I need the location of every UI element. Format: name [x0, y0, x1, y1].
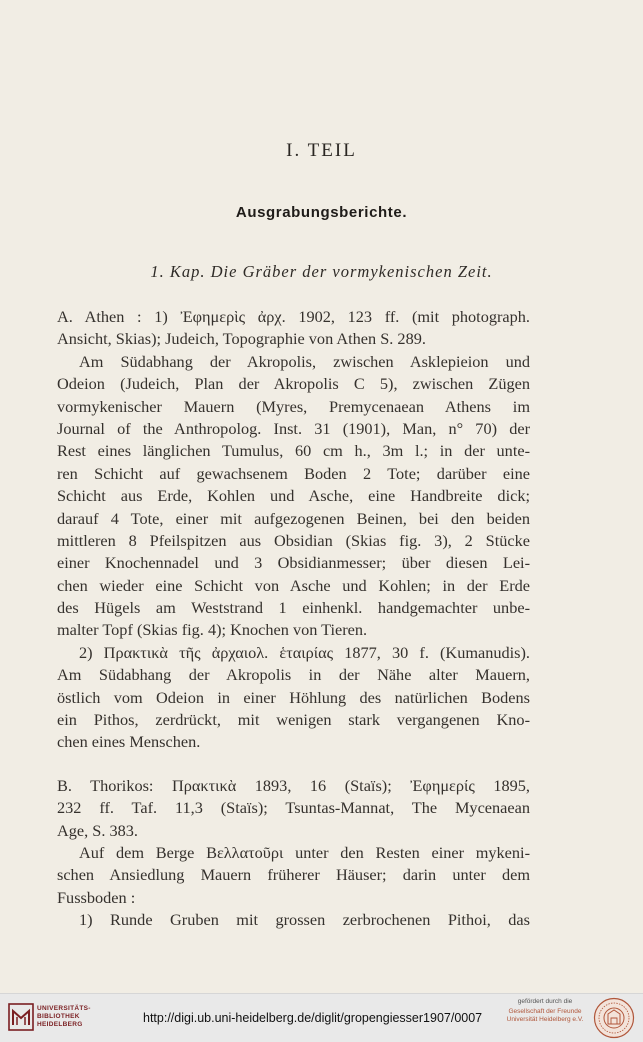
text-line: Am Südabhang der Akropolis in der Nähe alter Mauern, — [57, 665, 530, 685]
society-name: Gesellschaft der Freunde Universität Heidelberg e.V. — [506, 1008, 584, 1023]
text-line: Ansicht, Skias); Judeich, Topographie von Athen S. 289. — [57, 329, 426, 349]
text-line: schen Ansiedlung Mauern früherer Häuser; darin unter dem — [57, 865, 530, 885]
text-line: Rest eines länglichen Tumulus, 60 cm h., 3m l.; in der unte- — [57, 441, 530, 461]
university-seal-icon — [593, 997, 635, 1039]
text-line: mittleren 8 Pfeilspitzen aus Obsidian (Skias fig. 3), 2 Stücke — [57, 530, 530, 550]
text-line: A. Athen : 1) Ἐφημερὶς ἀρχ. 1902, 123 ff. (mit photograph. — [57, 307, 530, 326]
text-line: chen eines Menschen. — [57, 732, 201, 752]
university-logo-icon — [8, 1003, 34, 1031]
text-line: vormykenischer Mauern (Myres, Premycenaean Athens im — [57, 396, 530, 416]
footer-bar — [0, 993, 643, 1042]
text-line: B. Thorikos: Πρακτικὰ 1893, 16 (Staïs); Ἐφημερίς 1895, — [57, 775, 530, 795]
text-line: Age, S. 383. — [57, 820, 138, 840]
text-line: 2) Πρακτικὰ τῆς ἀρχαιολ. ἑταιρίας 1877, 30 f. (Kumanudis). — [79, 642, 530, 662]
text-line: darauf 4 Tote, einer mit aufgezogenen Beinen, bei den beiden — [57, 508, 530, 528]
text-line: Fussboden : — [57, 887, 136, 907]
part-title: I. TEIL — [286, 140, 357, 161]
text-line: Auf dem Berge Βελλατοῦρι unter den Resten einer mykeni- — [79, 842, 530, 862]
funded-by-label: gefördert durch die — [517, 998, 573, 1005]
text-line: des Hügels am Weststrand 1 einhenkl. handgemachter unbe- — [57, 598, 530, 618]
text-line: Schicht aus Erde, Kohlen und Asche, eine Handbreite dick; — [57, 486, 530, 506]
text-line: chen wieder eine Schicht von Asche und Kohlen; in der Erde — [57, 575, 530, 595]
text-line: ein Pithos, zerdrückt, mit wenigen stark vergangenen Kno- — [57, 710, 530, 730]
university-name: UNIVERSITÄTS- BIBLIOTHEK HEIDELBERG — [37, 1005, 91, 1028]
text-line: 232 ff. Taf. 11,3 (Staïs); Tsuntas-Mannat, The Mycenaean — [57, 798, 530, 818]
permalink-url[interactable]: http://digi.ub.uni-heidelberg.de/diglit/gropengiesser1907/0007 — [143, 1011, 483, 1025]
funding-note — [500, 998, 590, 1024]
text-line: Am Südabhang der Akropolis, zwischen Asklepieion und — [79, 351, 530, 371]
text-line: ren Schicht auf gewachsenem Boden 2 Tote; darüber eine — [57, 463, 530, 483]
text-line: malter Topf (Skias fig. 4); Knochen von Tieren. — [57, 620, 368, 640]
text-line: Odeion (Judeich, Plan der Akropolis C 5), zwischen Zügen — [57, 374, 530, 394]
body-text — [57, 306, 530, 932]
chapter-title: 1. Kap. Die Gräber der vormykenischen Zeit. — [150, 262, 493, 281]
text-line: östlich vom Odeion in einer Höhlung des natürlichen Bodens — [57, 687, 530, 707]
text-line: Journal of the Anthropolog. Inst. 31 (1901), Man, n° 70) der — [57, 418, 530, 438]
section-title: Ausgrabungsberichte. — [235, 204, 408, 221]
text-line: einer Knochennadel und 3 Obsidianmesser; über diesen Lei- — [57, 553, 530, 573]
text-line: 1) Runde Gruben mit grossen zerbrochenen Pithoi, das — [79, 910, 530, 930]
